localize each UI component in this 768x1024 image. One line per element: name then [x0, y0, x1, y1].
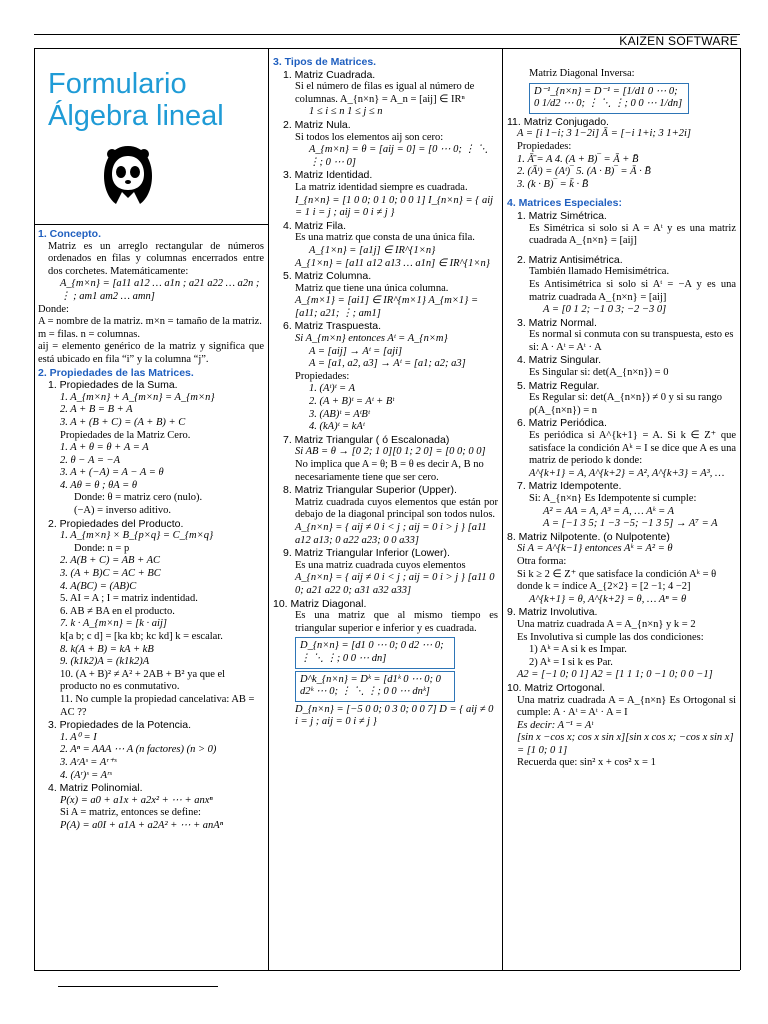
- text-line: Es periódica si A^{k+1} = A. Si k ∈ Z⁺ que satisface la condición Aᵏ = I se dice que A es una matriz de periodo k donde:: [529, 430, 736, 467]
- text-line: I_{n×n} = [1 0 0; 0 1 0; 0 0 1] I_{n×n} = { aij = 1 i = j ; aij = 0 i ≠ j }: [295, 194, 494, 219]
- subsection-heading: 1. Matriz Simétrica.: [517, 209, 607, 222]
- text-line: Propiedades:: [517, 140, 572, 152]
- text-line: Matriz es un arreglo rectangular de números ordenados en filas y columnas encerrados entre dos corchetes. Matemáticamente:: [48, 240, 264, 277]
- subsection-heading: 5. Matriz Columna.: [283, 270, 372, 283]
- text-line: 9. (k1k2)A = (k1k2)A: [60, 656, 150, 668]
- text-line: Propiedades:: [295, 370, 350, 382]
- text-line: D_{n×n} = [d1 0 ⋯ 0; 0 d2 ⋯ 0; ⋮ ⋱ ⋮; 0 0 ⋯ dn]: [295, 637, 455, 668]
- text-line: 1) Aᵏ = A si k es Impar.: [529, 644, 627, 656]
- bottom-border: [34, 970, 740, 971]
- section-heading: 4. Matrices Especiales:: [507, 197, 622, 210]
- subsection-heading: 2. Matriz Antisimétrica.: [517, 253, 623, 266]
- text-line: Propiedades de la Matriz Cero.: [60, 429, 191, 441]
- header-divider: [34, 48, 740, 49]
- text-line: Si el número de filas es igual al número de columnas. A_{n×n} = A_n = [aij] ∈ IRⁿ: [295, 81, 475, 105]
- subsection-heading: 10. Matriz Ortogonal.: [507, 681, 606, 694]
- column-2: [273, 56, 498, 729]
- text-line: Es Antisimétrica si solo si Aᵗ = −A y es una matriz cuadrada A_{n×n} = [aij]: [529, 278, 736, 303]
- subsection-heading: 4. Matriz Singular.: [517, 354, 602, 367]
- text-line: A = nombre de la matriz. m×n = tamaño de la matriz.: [38, 316, 262, 328]
- subsection-heading: 2. Propiedades del Producto.: [48, 517, 184, 530]
- text-line: Es Simétrica si solo si A = Aᵗ y es una matriz cuadrada A_{n×n} = [aij]: [529, 222, 736, 247]
- subsection-heading: 2. Matriz Nula.: [283, 118, 351, 131]
- left-border: [34, 48, 35, 970]
- subsection-heading: 1. Propiedades de la Suma.: [48, 379, 178, 392]
- text-line: 3. (AB)ᵗ = AᵗBᵗ: [309, 408, 370, 420]
- text-line: Es Involutiva si cumple las dos condiciones:: [517, 631, 704, 643]
- section-heading: 3. Tipos de Matrices.: [273, 56, 377, 68]
- text-line: D^k_{n×n} = Dᵏ = [d1ᵏ 0 ⋯ 0; 0 d2ᵏ ⋯ 0; ⋮ ⋱ ⋮; 0 0 ⋯ dnᵏ]: [295, 671, 455, 702]
- text-line: 4. Aθ = θ ; θA = θ: [60, 479, 137, 491]
- text-line: 3. A + (−A) = A − A = θ: [60, 467, 164, 479]
- text-line: La matriz identidad siempre es cuadrada.: [295, 181, 468, 193]
- text-line: A = [aij] → Aᵗ = [aji]: [309, 345, 403, 357]
- text-line: (−A) = inverso aditivo.: [74, 505, 171, 517]
- text-line: Si A_{m×n} entonces Aᵗ = A_{n×m}: [295, 333, 448, 345]
- subsection-heading: 3. Matriz Identidad.: [283, 169, 373, 182]
- subsection-heading: 10. Matriz Diagonal.: [273, 597, 367, 610]
- text-line: A_{m×1} = [ai1] ∈ IR^{m×1} A_{m×1} = [a11; a21; ⋮; am1]: [295, 295, 479, 319]
- text-line: A2 = [−1 0; 0 1] A2 = [1 1 1; 0 −1 0; 0 0 −1]: [517, 669, 713, 681]
- subsection-heading: 3. Matriz Normal.: [517, 316, 597, 329]
- text-line: Es Regular si: det(A_{n×n}) ≠ 0 y si su rango ρ(A_{n×n}) = n: [529, 392, 722, 416]
- text-line: Es una matriz que al mismo tiempo es triangular superior e inferior y es cuadrada.: [295, 610, 498, 634]
- text-line: 4. (Aʳ)ˢ = Aʳˢ: [60, 769, 112, 781]
- text-line: 1. (Aᵗ)ᵗ = A: [309, 383, 355, 395]
- column-divider-1: [268, 48, 269, 970]
- title-line-1: Formulario: [48, 68, 187, 100]
- column-divider-2: [502, 48, 503, 970]
- text-line: 1. A_{m×n} × B_{p×q} = C_{m×q}: [60, 530, 214, 542]
- subsection-heading: 6. Matriz Periódica.: [517, 417, 607, 430]
- text-line: A_{1×n} = [a11 a12 a13 … a1n] ∈ IR^{1×n}: [295, 257, 490, 269]
- text-line: También llamado Hemisimétrica.: [529, 266, 670, 278]
- text-line: 3. AʳAˢ = Aʳ⁺ˢ: [60, 756, 117, 768]
- text-line: D_{n×n} = [−5 0 0; 0 3 0; 0 0 7] D = { aij ≠ 0 i = j ; aij = 0 i ≠ j }: [295, 703, 494, 728]
- text-line: Donde:: [38, 303, 69, 315]
- text-line: 2. A + B = B + A: [60, 404, 133, 416]
- text-line: Otra forma:: [517, 555, 567, 567]
- text-line: Matriz Diagonal Inversa:: [529, 68, 635, 79]
- text-line: A_{m×n} = [a11 a12 … a1n ; a21 a22 … a2n ; ⋮ ; am1 am2 … amn]: [60, 278, 260, 302]
- text-line: 2. A(B + C) = AB + AC: [60, 555, 161, 567]
- text-line: P(A) = a0I + a1A + a2A² + ⋯ + anAⁿ: [60, 819, 224, 831]
- subsection-heading: 9. Matriz Involutiva.: [507, 606, 598, 619]
- text-line: Donde: n = p: [74, 542, 130, 554]
- text-line: Donde: θ = matriz cero (nulo).: [74, 492, 203, 504]
- footnote-rule: [58, 986, 218, 987]
- text-line: Si A = A^{k−1} entonces Aᵏ = A² = θ: [517, 543, 673, 555]
- text-line: 1. Ā̄ = A 4. (A + B)‾ = Ā + B̄: [517, 153, 639, 165]
- text-line: Es normal si conmuta con su transpuesta, esto es si: A · Aᵗ = Aᵗ · A: [529, 329, 734, 353]
- text-line: 1. A_{m×n} + A_{m×n} = A_{m×n}: [60, 391, 215, 403]
- text-line: Recuerda que: sin² x + cos² x = 1: [517, 757, 656, 769]
- section-heading: 2. Propiedades de las Matrices.: [38, 366, 194, 379]
- text-line: Si AB = θ → [0 2; 1 0][0 1; 2 0] = [0 0; 0 0]: [295, 446, 486, 458]
- text-line: Es una matriz que consta de una única fila.: [295, 232, 475, 244]
- text-line: m = filas. n = columnas.: [38, 328, 140, 340]
- text-line: A^{k+1} = θ, A^{k+2} = θ, … Aⁿ = θ: [529, 593, 687, 605]
- text-line: [sin x −cos x; cos x sin x][sin x cos x; −cos x sin x] = [1 0; 0 1]: [517, 732, 734, 756]
- text-line: P(x) = a0 + a1x + a2x² + ⋯ + anxⁿ: [60, 794, 213, 806]
- text-line: 2) Aᵏ = I si k es Par.: [529, 656, 613, 668]
- subsection-heading: 11. Matriz Conjugado.: [507, 115, 609, 128]
- text-line: 10. (A + B)² ≠ A² + 2AB + B² ya que el producto no es conmutativo.: [60, 668, 226, 693]
- section-heading: 1. Concepto.: [38, 228, 102, 240]
- subsection-heading: 3. Propiedades de la Potencia.: [48, 719, 192, 732]
- text-line: Si k ≥ 2 ∈ Z⁺ que satisface la condición Aᵏ = θ donde k = índice A_{2×2} = [2 −1; 4 −2]: [517, 568, 717, 593]
- text-line: 2. (Āᵗ) = (Aᵗ)‾ 5. (A · B)‾ = Ā · B̄: [517, 166, 651, 178]
- text-line: 3. (A + B)C = AC + BC: [60, 568, 161, 580]
- text-line: A_{1×n} = [a1j] ∈ IR^{1×n}: [309, 244, 436, 256]
- text-line: D⁻¹_{n×n} = D⁻¹ = [1/d1 0 ⋯ 0; 0 1/d2 ⋯ 0; ⋮ ⋱ ⋮; 0 0 ⋯ 1/dn]: [529, 83, 689, 114]
- text-line: A_{n×n} = { aij ≠ 0 i < j ; aij = 0 i > j } [a11 0 0; a21 a22 0; a31 a32 a33]: [295, 572, 495, 596]
- subsection-heading: 7. Matriz Idempotente.: [517, 480, 622, 493]
- subsection-heading: 6. Matriz Traspuesta.: [283, 320, 382, 333]
- text-line: A = [a1, a2, a3] → Aᵗ = [a1; a2; a3]: [309, 358, 466, 370]
- company-name: KAIZEN SOFTWARE: [619, 34, 738, 48]
- text-line: 5. AI = A ; I = matriz indentidad.: [60, 593, 198, 605]
- text-line: 2. Aⁿ = AAA ⋯ A (n factores) (n > 0): [60, 744, 217, 756]
- title-line-2: Álgebra lineal: [48, 100, 224, 132]
- subsection-heading: 4. Matriz Polinomial.: [48, 782, 143, 795]
- text-line: 4. A(BC) = (AB)C: [60, 580, 137, 592]
- subsection-heading: 4. Matriz Fila.: [283, 219, 347, 232]
- text-line: Una matriz cuadrada A = A_{n×n} y k = 2: [517, 618, 696, 630]
- text-line: 11. No cumple la propiedad cancelativa: AB = AC ??: [60, 693, 255, 718]
- text-line: 4. (kA)ᵗ = kAᵗ: [309, 421, 365, 433]
- text-line: 2. θ − A = −A: [60, 454, 121, 466]
- subsection-heading: 5. Matriz Regular.: [517, 379, 600, 392]
- text-line: 1. A + θ = θ + A = A: [60, 442, 149, 454]
- text-line: Es decir: A⁻¹ = Aᵗ: [517, 719, 594, 731]
- text-line: A² = AA = A, A³ = A, … Aᵏ = A: [543, 505, 675, 517]
- text-line: A = [i 1−i; 3 1−2i] Ā = [−i 1+i; 3 1+2i]: [517, 128, 691, 140]
- text-line: Es una matriz cuadrada cuyos elementos: [295, 559, 466, 571]
- text-line: A = [0 1 2; −1 0 3; −2 −3 0]: [543, 304, 667, 316]
- subsection-heading: 7. Matriz Triangular ( ó Escalonada): [283, 433, 450, 446]
- text-line: Si A = matriz, entonces se define:: [60, 807, 201, 819]
- text-line: Es Singular si: det(A_{n×n}) = 0: [529, 367, 669, 379]
- column-1: [38, 228, 264, 833]
- panda-logo: [100, 142, 156, 206]
- subsection-heading: 8. Matriz Triangular Superior (Upper).: [283, 484, 457, 497]
- text-line: Si todos los elementos aij son cero:: [295, 131, 444, 143]
- text-line: aij = elemento genérico de la matriz y significa que está ubicado en fila “i” y la columna “j”.: [38, 341, 264, 365]
- text-line: Si: A_{n×n} Es Idempotente si cumple:: [529, 493, 697, 504]
- text-line: Matriz que tiene una única columna.: [295, 282, 449, 294]
- text-line: A^{k+1} = A, A^{k+2} = A², A^{k+3} = A³, …: [529, 467, 725, 479]
- text-line: 1. A⁰ = I: [60, 731, 97, 743]
- right-border: [740, 48, 741, 970]
- text-line: k[a b; c d] = [ka kb; kc kd] k = escalar.: [60, 631, 223, 642]
- text-line: A = [−1 3 5; 1 −3 −5; −1 3 5] → A⁷ = A: [543, 518, 718, 530]
- text-line: 3. A + (B + C) = (A + B) + C: [60, 416, 186, 428]
- text-line: 6. AB ≠ BA en el producto.: [60, 605, 175, 617]
- text-line: A_{n×n} = { aij ≠ 0 i < j ; aij = 0 i > j } [a11 a12 a13; 0 a22 a23; 0 0 a33]: [295, 521, 487, 546]
- text-line: 1 ≤ i ≤ n 1 ≤ j ≤ n: [309, 106, 383, 118]
- subsection-heading: 8. Matriz Nilpotente. (o Nulpotente): [507, 530, 670, 543]
- text-line: Matriz cuadrada cuyos elementos que están por debajo de la diagonal principal son todos nulos.: [295, 496, 498, 521]
- text-line: A_{m×n} = θ = [aij = 0] = [0 ⋯ 0; ⋮ ⋱ ⋮; 0 ⋯ 0]: [309, 144, 489, 168]
- text-line: 7. k · A_{m×n} = [k · aij]: [60, 618, 167, 630]
- text-line: Una matriz cuadrada A = A_{n×n} Es Ortogonal si cumple: A · Aᵗ = Aᵗ · A = I: [517, 694, 736, 719]
- subsection-heading: 1. Matriz Cuadrada.: [283, 68, 376, 81]
- column-3: [507, 68, 736, 770]
- subsection-heading: 9. Matriz Triangular Inferior (Lower).: [283, 547, 450, 560]
- text-line: 8. k(A + B) = kA + kB: [60, 643, 154, 655]
- title-divider: [34, 224, 268, 225]
- text-line: 2. (A + B)ᵗ = Aᵗ + Bᵗ: [309, 396, 395, 408]
- text-line: 3. (k · B)‾ = k̄ · B̄: [517, 178, 589, 190]
- text-line: No implica que A = θ; B = θ es decir A, B no necesariamente tiene que ser cero.: [295, 459, 484, 483]
- page-title: [48, 68, 224, 132]
